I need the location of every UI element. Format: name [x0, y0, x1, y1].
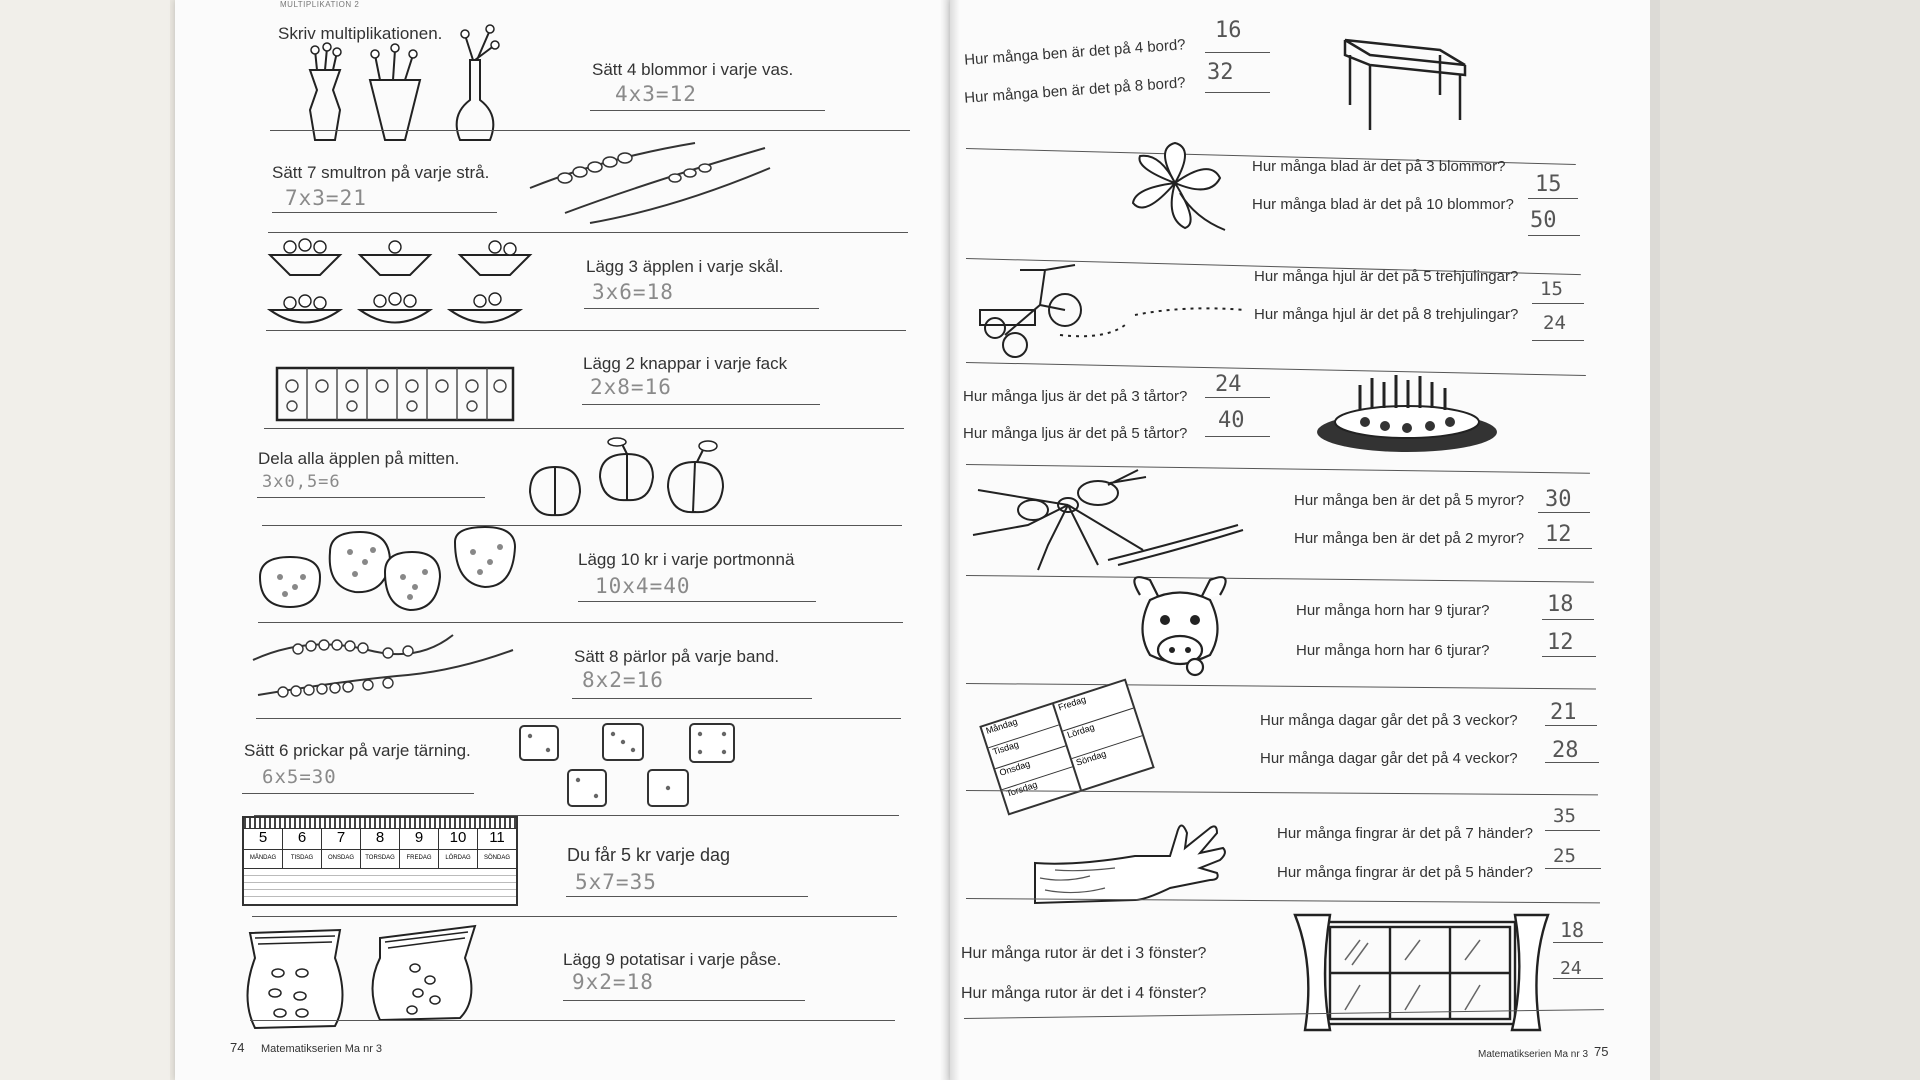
desk-background-right [1660, 0, 1920, 1080]
answer-line [563, 1000, 805, 1001]
answer-6: 24 [1543, 312, 1566, 334]
answer-line [1545, 868, 1601, 869]
exercise-1-answer: 4x3=12 [615, 82, 697, 106]
exercise-3-answer: 3x6=18 [592, 280, 674, 304]
left-page-number: 74 [230, 1040, 245, 1055]
calendar-number: 9 [400, 829, 439, 849]
row-divider [268, 232, 908, 233]
calendar-day: LÖRDAG [439, 850, 478, 868]
flower-illustration [1125, 138, 1235, 233]
answer-line [1532, 340, 1584, 341]
answer-line [584, 308, 819, 309]
exercise-1-prompt: Sätt 4 blommor i varje vas. [592, 60, 794, 79]
calendar-day: ONSDAG [322, 850, 361, 868]
row-divider [250, 1020, 895, 1021]
left-footer: Matematikserien Ma nr 3 [261, 1043, 383, 1055]
question-14: Hur många dagar går det på 4 veckor? [1260, 750, 1518, 767]
answer-line [1553, 942, 1603, 943]
purses-illustration [255, 522, 520, 617]
calendar-word: Söndag [1074, 748, 1108, 768]
book-gutter [940, 0, 960, 1080]
answer-line [1528, 235, 1580, 236]
answer-17: 18 [1560, 918, 1585, 942]
strawberry-stalks-illustration [525, 138, 775, 228]
row-divider [264, 428, 904, 429]
answer-line [578, 601, 816, 602]
calendar-word: Fredag [1054, 681, 1133, 731]
row-divider [266, 330, 906, 331]
dice-illustration [518, 720, 748, 810]
exercise-9-answer: 5x7=35 [575, 870, 657, 894]
question-6: Hur många hjul är det på 8 trehjulingar? [1254, 306, 1519, 323]
answer-line [1205, 52, 1270, 53]
calendar-word: Måndag [982, 705, 1059, 749]
calendar-word: Torsdag [1005, 779, 1039, 799]
bowls-illustration [265, 235, 535, 330]
exercise-3-prompt: Lägg 3 äpplen i varje skål. [586, 257, 784, 276]
question-3: Hur många blad är det på 3 blommor? [1252, 158, 1506, 175]
answer-12: 12 [1547, 630, 1574, 655]
ant-illustration [968, 465, 1258, 575]
answer-line [1538, 512, 1590, 513]
table-illustration [1340, 35, 1470, 135]
calendar-number: 11 [489, 829, 505, 846]
question-16: Hur många fingrar är det på 5 händer? [1277, 864, 1533, 881]
exercise-6-answer: 10x4=40 [595, 574, 691, 598]
exercise-4-answer: 2x8=16 [590, 375, 672, 399]
potato-sacks-illustration [240, 918, 485, 1030]
answer-line [1553, 978, 1603, 979]
page-edge [1650, 0, 1660, 1080]
row-divider [256, 718, 901, 719]
cake-illustration [1315, 370, 1500, 455]
calendar-day: MÅNDAG [244, 850, 283, 868]
calendar-word: Tisdag [989, 725, 1066, 769]
question-13: Hur många dagar går det på 3 veckor? [1260, 712, 1518, 729]
exercise-2-answer: 7x3=21 [285, 186, 367, 210]
question-9: Hur många ben är det på 5 myror? [1294, 492, 1525, 509]
answer-7: 24 [1215, 372, 1242, 397]
calendar-number: 8 [361, 829, 400, 849]
page-title: Skriv multiplikationen. [278, 24, 443, 43]
apples-illustration [525, 432, 735, 517]
answer-2: 32 [1207, 60, 1234, 85]
question-12: Hur många horn har 6 tjurar? [1296, 642, 1490, 659]
answer-line [1205, 92, 1270, 93]
exercise-5-answer: 3x0,5=6 [262, 472, 341, 492]
answer-5: 15 [1540, 278, 1563, 300]
row-divider [252, 916, 897, 917]
answer-line [1532, 303, 1584, 304]
answer-line [572, 698, 812, 699]
left-header: MULTIPLIKATION 2 [280, 0, 360, 9]
answer-4: 50 [1530, 208, 1557, 233]
hand-illustration [995, 808, 1260, 918]
calendar-number: 10 [439, 829, 478, 849]
calendar-number: 6 [283, 829, 322, 849]
answer-line [1545, 762, 1599, 763]
exercise-8-answer: 6x5=30 [262, 766, 337, 788]
answer-8: 40 [1218, 408, 1245, 433]
answer-1: 16 [1215, 18, 1242, 43]
answer-line [566, 896, 808, 897]
answer-line [1538, 548, 1592, 549]
calendar-word: Lördag [1063, 709, 1142, 759]
right-page-number: 75 [1594, 1044, 1609, 1059]
calendar-number: 7 [322, 829, 361, 849]
answer-line [1205, 436, 1270, 437]
row-divider [270, 130, 910, 131]
vases-illustration [295, 20, 515, 140]
answer-9: 30 [1545, 487, 1572, 512]
calendar-number: 5 [244, 829, 283, 849]
calendar-day: TISDAG [283, 850, 322, 868]
calendar-day: TORSDAG [361, 850, 400, 868]
exercise-7-answer: 8x2=16 [582, 668, 664, 692]
calendar-word: Onsdag [995, 746, 1072, 790]
exercise-10-answer: 9x2=18 [572, 970, 654, 994]
answer-line [272, 212, 497, 213]
answer-line [1545, 830, 1600, 831]
answer-line [1542, 619, 1594, 620]
calendar-illustration [242, 816, 518, 906]
answer-line [1205, 397, 1270, 398]
window-illustration [1290, 905, 1555, 1040]
exercise-4-prompt: Lägg 2 knappar i varje fack [583, 354, 788, 373]
answer-11: 18 [1547, 592, 1574, 617]
question-15: Hur många fingrar är det på 7 händer? [1277, 825, 1533, 842]
right-footer: Matematikserien Ma nr 3 [1478, 1049, 1589, 1060]
answer-line [582, 404, 820, 405]
answer-10: 12 [1545, 522, 1572, 547]
question-2: Hur många ben är det på 8 bord? [963, 74, 1187, 107]
question-11: Hur många horn har 9 tjurar? [1296, 602, 1490, 619]
answer-16: 25 [1553, 845, 1576, 867]
row-divider [258, 622, 903, 623]
question-10: Hur många ben är det på 2 myror? [1294, 530, 1525, 547]
question-5: Hur många hjul är det på 5 trehjulingar? [1254, 268, 1519, 285]
answer-15: 35 [1553, 805, 1576, 827]
exercise-10-prompt: Lägg 9 potatisar i varje påse. [563, 950, 782, 969]
answer-3: 15 [1535, 172, 1562, 197]
button-box-illustration [275, 366, 515, 422]
answer-line [590, 110, 825, 111]
exercise-7-prompt: Sätt 8 pärlor på varje band. [574, 647, 780, 666]
question-1: Hur många ben är det på 4 bord? [963, 36, 1187, 69]
answer-line [1542, 656, 1596, 657]
answer-13: 21 [1550, 700, 1577, 725]
answer-18: 24 [1560, 958, 1582, 979]
answer-14: 28 [1552, 738, 1579, 763]
desk-background [0, 0, 170, 1080]
question-4: Hur många blad är det på 10 blommor? [1252, 196, 1514, 213]
question-17: Hur många rutor är det i 3 fönster? [961, 945, 1207, 962]
exercise-6-prompt: Lägg 10 kr i varje portmonnä [578, 550, 795, 569]
exercise-2-prompt: Sätt 7 smultron på varje strå. [272, 163, 490, 182]
question-8: Hur många ljus är det på 5 tårtor? [963, 425, 1188, 442]
answer-line [1545, 725, 1597, 726]
exercise-9-prompt: Du får 5 kr varje dag [567, 845, 731, 865]
answer-line [257, 497, 485, 498]
answer-line [242, 793, 474, 794]
exercise-5-prompt: Dela alla äpplen på mitten. [258, 449, 460, 468]
bead-strings-illustration [248, 625, 518, 705]
tricycle-illustration [965, 250, 1255, 360]
question-18: Hur många rutor är det i 4 fönster? [961, 985, 1207, 1002]
question-7: Hur många ljus är det på 3 tårtor? [963, 388, 1188, 405]
answer-line [1528, 198, 1578, 199]
calendar-day: SÖNDAG [483, 855, 510, 861]
calendar-day: FREDAG [400, 850, 439, 868]
exercise-8-prompt: Sätt 6 prickar på varje tärning. [244, 741, 471, 760]
bull-illustration [1120, 575, 1260, 680]
